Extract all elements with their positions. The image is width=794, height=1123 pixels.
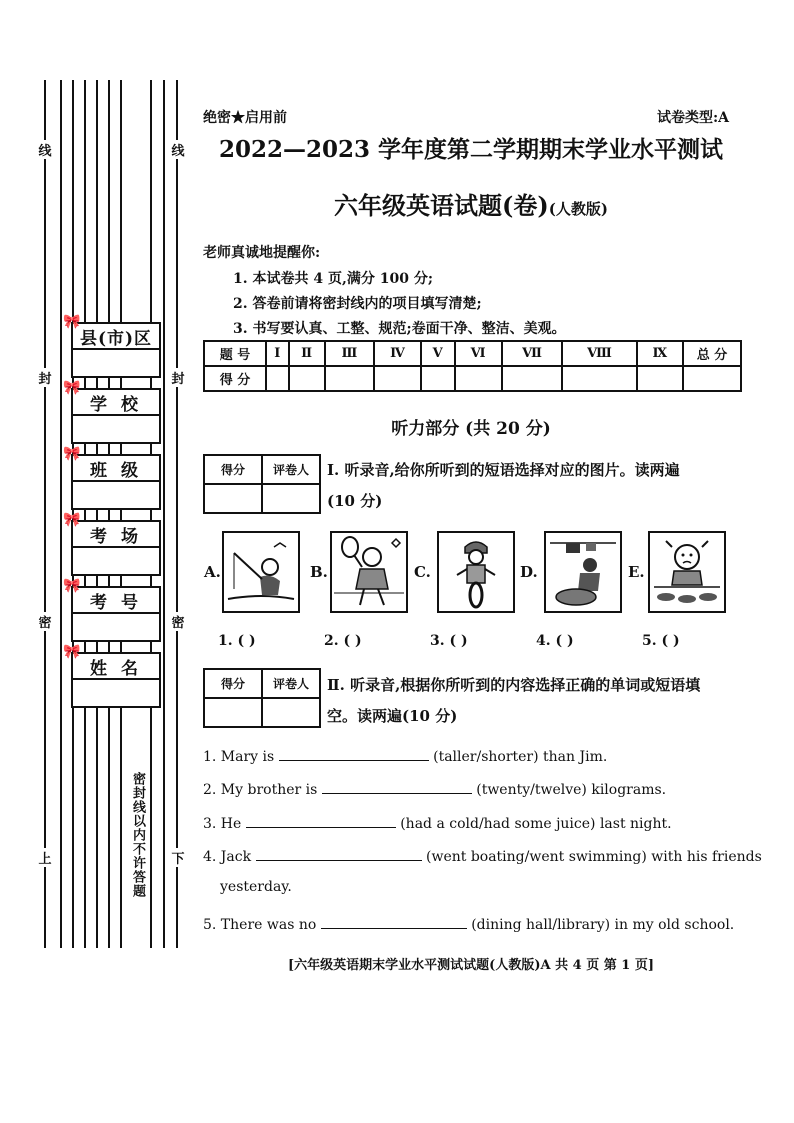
column-header: Ⅲ — [325, 341, 375, 366]
column-header: Ⅴ — [421, 341, 455, 366]
part2-instruction: Ⅱ. 听录音,根据你所听到的内容选择正确的单词或短语填 — [327, 676, 701, 694]
item-prefix: 3. He — [203, 816, 242, 832]
seal-mark: 下 — [170, 848, 186, 867]
tip-item: 1. 本试卷共 4 页,满分 100 分; — [233, 271, 433, 287]
score-cell[interactable] — [289, 366, 325, 391]
fill-item — [203, 746, 607, 765]
answer-blank[interactable] — [322, 779, 472, 794]
grader-header: 得分 — [204, 455, 262, 484]
seal-warning: 密封线以内不许答题 — [130, 772, 145, 898]
field-label: 班 级 — [71, 454, 161, 480]
grader-header: 评卷人 — [262, 669, 320, 698]
score-cell[interactable] — [683, 366, 741, 391]
answer-blank[interactable] — [256, 846, 422, 861]
item-prefix: 5. There was no — [203, 917, 317, 933]
school-field[interactable] — [63, 380, 161, 442]
score-cell[interactable] — [325, 366, 375, 391]
fill-item-continued: yesterday. — [220, 879, 292, 895]
row-label: 题 号 — [204, 341, 266, 366]
field-input[interactable] — [71, 678, 161, 708]
field-label: 学 校 — [71, 388, 161, 414]
fill-item — [203, 779, 666, 798]
field-label: 考 场 — [71, 520, 161, 546]
picture-label: C. — [414, 563, 431, 581]
fill-item — [203, 813, 672, 832]
part1-instruction: Ⅰ. 听录音,给你所听到的短语选择对应的图片。读两遍 — [327, 461, 680, 479]
item-suffix: (had a cold/had some juice) last night. — [400, 816, 672, 832]
bow-icon: 🎀 — [63, 314, 81, 330]
score-table — [203, 340, 742, 392]
fishing-person-picture — [222, 531, 300, 613]
girl-eating-picture — [648, 531, 726, 613]
answer-slot[interactable]: 1. ( ) — [218, 633, 256, 649]
column-header: Ⅰ — [266, 341, 289, 366]
tip-item: 2. 答卷前请将密封线内的项目填写清楚; — [233, 296, 482, 312]
field-input[interactable] — [71, 480, 161, 510]
washing-clothes-picture — [544, 531, 622, 613]
edition-text: (人教版) — [548, 200, 608, 218]
exam-number-field[interactable] — [63, 578, 161, 640]
item-prefix: 1. Mary is — [203, 749, 275, 765]
bow-icon: 🎀 — [63, 380, 81, 396]
field-input[interactable] — [71, 612, 161, 642]
fill-item — [203, 914, 734, 933]
county-field[interactable] — [63, 314, 161, 376]
answer-slot[interactable]: 5. ( ) — [642, 633, 680, 649]
answer-slot[interactable]: 2. ( ) — [324, 633, 362, 649]
column-header: Ⅳ — [374, 341, 421, 366]
item-prefix: 4. Jack — [203, 849, 252, 865]
score-cell[interactable] — [266, 366, 289, 391]
part2-instruction: 空。读两遍(10 分) — [327, 707, 458, 725]
grader-table — [203, 454, 321, 514]
part1-instruction: (10 分) — [327, 492, 383, 510]
page-footer: [六年级英语期末学业水平测试试题(人教版)A 共 4 页 第 1 页] — [288, 958, 654, 973]
field-input[interactable] — [71, 414, 161, 444]
score-cell[interactable] — [421, 366, 455, 391]
picture-label: D. — [520, 563, 538, 581]
column-header: Ⅱ — [289, 341, 325, 366]
field-label: 县(市)区 — [71, 322, 161, 348]
answer-blank[interactable] — [246, 813, 396, 828]
score-cell[interactable] — [502, 366, 563, 391]
score-cell[interactable] — [637, 366, 683, 391]
bow-icon: 🎀 — [63, 446, 81, 462]
grader-header: 得分 — [204, 669, 262, 698]
exam-title: 2022—2023 学年度第二学期期末学业水平测试 — [218, 136, 724, 163]
subtitle-text: 六年级英语试题(卷) — [334, 191, 549, 220]
answer-blank[interactable] — [279, 746, 429, 761]
column-header: Ⅸ — [637, 341, 683, 366]
item-suffix: (twenty/twelve) kilograms. — [476, 782, 667, 798]
cyclist-picture — [437, 531, 515, 613]
column-header: Ⅶ — [502, 341, 563, 366]
column-header: 总 分 — [683, 341, 741, 366]
grader-cell[interactable] — [204, 484, 262, 513]
grader-cell[interactable] — [262, 698, 320, 727]
exam-subtitle — [200, 186, 742, 221]
picture-label: E. — [628, 563, 645, 581]
seal-mark: 上 — [37, 848, 53, 867]
bow-icon: 🎀 — [63, 512, 81, 528]
grader-cell[interactable] — [204, 698, 262, 727]
seal-mark: 封 — [170, 368, 186, 387]
exam-room-field[interactable] — [63, 512, 161, 574]
answer-slot[interactable]: 4. ( ) — [536, 633, 574, 649]
score-cell[interactable] — [562, 366, 636, 391]
row-label: 得 分 — [204, 366, 266, 391]
paper-type: 试卷类型:A — [657, 110, 730, 126]
field-input[interactable] — [71, 348, 161, 378]
field-input[interactable] — [71, 546, 161, 576]
seal-mark: 密 — [170, 612, 186, 631]
bow-icon: 🎀 — [63, 644, 81, 660]
tips-heading: 老师真诚地提醒你: — [203, 245, 321, 261]
score-cell[interactable] — [374, 366, 421, 391]
column-header: Ⅷ — [562, 341, 636, 366]
score-cell[interactable] — [455, 366, 502, 391]
grader-header: 评卷人 — [262, 455, 320, 484]
item-suffix: (went boating/went swimming) with his friends — [426, 849, 762, 865]
badminton-girl-picture — [330, 531, 408, 613]
item-prefix: 2. My brother is — [203, 782, 318, 798]
column-header: Ⅵ — [455, 341, 502, 366]
seal-mark: 封 — [37, 368, 53, 387]
picture-label: A. — [204, 563, 221, 581]
seal-mark: 密 — [37, 612, 53, 631]
picture-label: B. — [310, 563, 328, 581]
name-field[interactable] — [63, 644, 161, 706]
item-suffix: (taller/shorter) than Jim. — [433, 749, 608, 765]
field-label: 姓 名 — [71, 652, 161, 678]
tip-item: 3. 书写要认真、工整、规范;卷面干净、整洁、美观。 — [233, 321, 566, 337]
class-field[interactable] — [63, 446, 161, 508]
section-title: 听力部分 (共 20 分) — [391, 419, 551, 439]
item-suffix: (dining hall/library) in my old school. — [471, 917, 735, 933]
field-label: 考 号 — [71, 586, 161, 612]
grader-table — [203, 668, 321, 728]
fill-item — [203, 846, 762, 865]
seal-mark: 线 — [37, 140, 53, 159]
answer-blank[interactable] — [321, 914, 467, 929]
secret-label: 绝密★启用前 — [203, 110, 287, 126]
bow-icon: 🎀 — [63, 578, 81, 594]
seal-mark: 线 — [170, 140, 186, 159]
answer-slot[interactable]: 3. ( ) — [430, 633, 468, 649]
grader-cell[interactable] — [262, 484, 320, 513]
